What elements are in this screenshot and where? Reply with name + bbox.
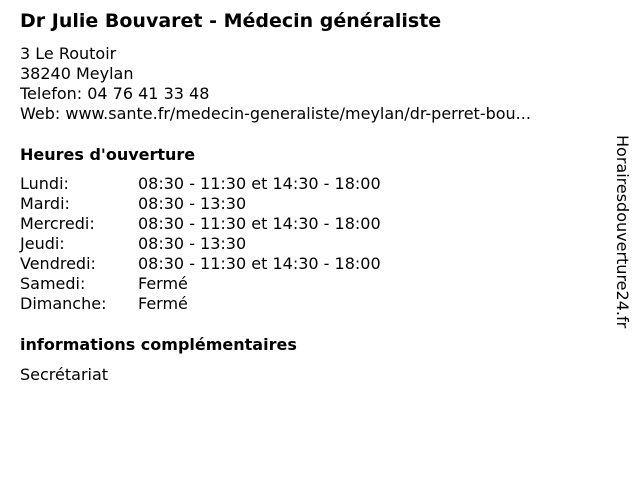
hours-day: Samedi: <box>20 274 86 293</box>
hours-time: 08:30 - 13:30 <box>138 194 247 213</box>
site-watermark: Horairesdouverture24.fr <box>613 135 632 329</box>
hours-time: Fermé <box>138 274 188 293</box>
website: Web: www.sante.fr/medecin-generaliste/meylan/dr-perret-bou... <box>20 104 531 123</box>
hours-day: Jeudi: <box>20 234 65 253</box>
hours-time: 08:30 - 11:30 et 14:30 - 18:00 <box>138 254 381 273</box>
address-street: 3 Le Routoir <box>20 44 117 63</box>
hours-time: 08:30 - 13:30 <box>138 234 247 253</box>
address-block <box>20 44 531 124</box>
phone-number: Telefon: 04 76 41 33 48 <box>20 84 210 103</box>
hours-day: Mardi: <box>20 194 70 213</box>
hours-day: Lundi: <box>20 174 69 193</box>
additional-info-text: Secrétariat <box>20 365 109 384</box>
opening-hours-heading: Heures d'ouverture <box>20 145 196 164</box>
hours-day: Mercredi: <box>20 214 95 233</box>
hours-day: Vendredi: <box>20 254 96 273</box>
address-city: 38240 Meylan <box>20 64 134 83</box>
hours-day: Dimanche: <box>20 294 107 313</box>
hours-time: 08:30 - 11:30 et 14:30 - 18:00 <box>138 174 381 193</box>
hours-time: Fermé <box>138 294 188 313</box>
page-title: Dr Julie Bouvaret - Médecin généraliste <box>20 10 442 32</box>
hours-time: 08:30 - 11:30 et 14:30 - 18:00 <box>138 214 381 233</box>
additional-info-heading: informations complémentaires <box>20 335 297 354</box>
